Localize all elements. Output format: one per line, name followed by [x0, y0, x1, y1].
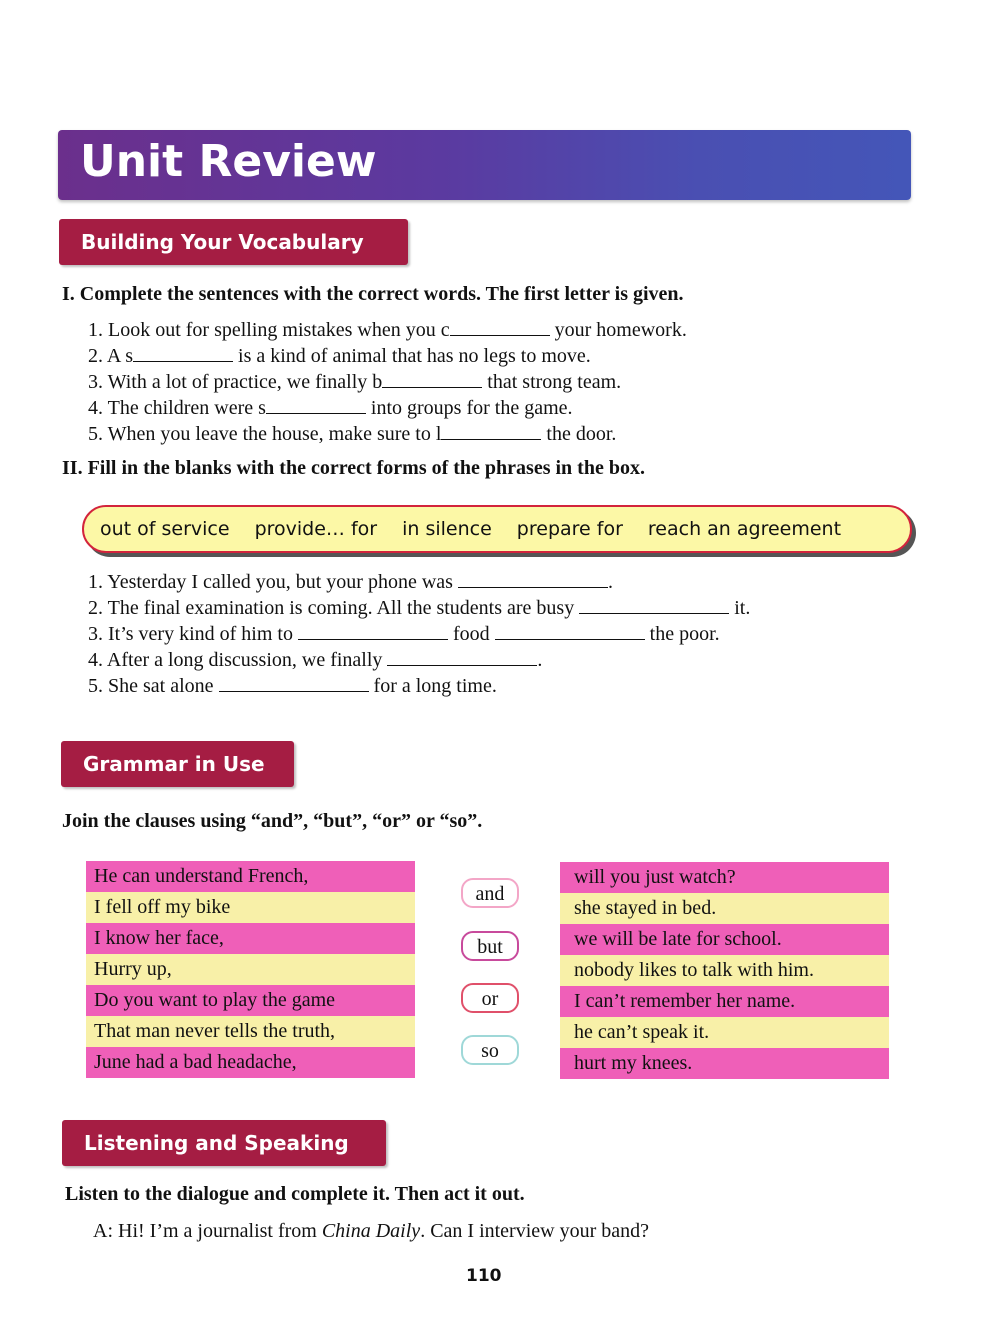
- conjunction-so: so: [461, 1035, 519, 1065]
- right-clause: we will be late for school.: [560, 924, 889, 955]
- conjunction-and: and: [461, 878, 519, 908]
- section-tab-listening: Listening and Speaking: [62, 1120, 386, 1166]
- right-clause: I can’t remember her name.: [560, 986, 889, 1017]
- answer-blank[interactable]: [382, 369, 482, 388]
- dialogue-line: A: Hi! I’m a journalist from China Daily. Can I interview your band?: [93, 1220, 650, 1242]
- phrase: in silence: [402, 518, 492, 540]
- answer-blank[interactable]: [219, 673, 369, 692]
- listening-instruction: Listen to the dialogue and complete it. Then act it out.: [65, 1183, 525, 1205]
- fill-item-4: 4. After a long discussion, we finally .: [88, 649, 543, 671]
- left-clause: Do you want to play the game: [86, 985, 415, 1016]
- fill-item-1: 1. Yesterday I called you, but your phone was .: [88, 571, 613, 593]
- part2-instruction: II. Fill in the blanks with the correct forms of the phrases in the box.: [62, 457, 645, 479]
- fill-item-3: 3. It’s very kind of him to food the poor.: [88, 623, 720, 645]
- conjunction-but: but: [461, 931, 519, 961]
- left-clause: June had a bad headache,: [86, 1047, 415, 1078]
- grammar-instruction: Join the clauses using “and”, “but”, “or” or “so”.: [62, 810, 483, 832]
- left-clause: That man never tells the truth,: [86, 1016, 415, 1047]
- vocab-item-4: 4. The children were s into groups for the game.: [88, 397, 573, 419]
- answer-blank[interactable]: [387, 647, 537, 666]
- vocab-item-2: 2. A s is a kind of animal that has no legs to move.: [88, 345, 591, 367]
- section-tab-vocabulary: Building Your Vocabulary: [59, 219, 408, 265]
- right-clause: nobody likes to talk with him.: [560, 955, 889, 986]
- vocab-item-5: 5. When you leave the house, make sure to l the door.: [88, 423, 617, 445]
- answer-blank[interactable]: [450, 317, 550, 336]
- left-clause: I fell off my bike: [86, 892, 415, 923]
- left-clause: I know her face,: [86, 923, 415, 954]
- answer-blank[interactable]: [579, 595, 729, 614]
- answer-blank[interactable]: [441, 421, 541, 440]
- left-clause: Hurry up,: [86, 954, 415, 985]
- answer-blank[interactable]: [298, 621, 448, 640]
- phrase: provide… for: [254, 518, 378, 540]
- part1-instruction: I. Complete the sentences with the correct words. The first letter is given.: [62, 283, 684, 305]
- right-clause: will you just watch?: [560, 862, 889, 893]
- phrase: reach an agreement: [647, 518, 842, 540]
- conjunction-or: or: [461, 983, 519, 1013]
- answer-blank[interactable]: [266, 395, 366, 414]
- unit-title: Unit Review: [80, 136, 377, 187]
- phrase: prepare for: [516, 518, 623, 540]
- vocab-item-3: 3. With a lot of practice, we finally b that strong team.: [88, 371, 622, 393]
- answer-blank[interactable]: [495, 621, 645, 640]
- section-tab-grammar: Grammar in Use: [61, 741, 294, 787]
- phrase: out of service: [100, 518, 230, 540]
- left-clause: He can understand French,: [86, 861, 415, 892]
- vocab-item-1: 1. Look out for spelling mistakes when you c your homework.: [88, 319, 687, 341]
- answer-blank[interactable]: [133, 343, 233, 362]
- phrase-box: [82, 505, 912, 553]
- right-clause: she stayed in bed.: [560, 893, 889, 924]
- fill-item-5: 5. She sat alone for a long time.: [88, 675, 497, 697]
- right-clause: he can’t speak it.: [560, 1017, 889, 1048]
- right-clause: hurt my knees.: [560, 1048, 889, 1079]
- fill-item-2: 2. The final examination is coming. All the students are busy it.: [88, 597, 751, 619]
- page-number: 110: [466, 1266, 502, 1286]
- answer-blank[interactable]: [458, 569, 608, 588]
